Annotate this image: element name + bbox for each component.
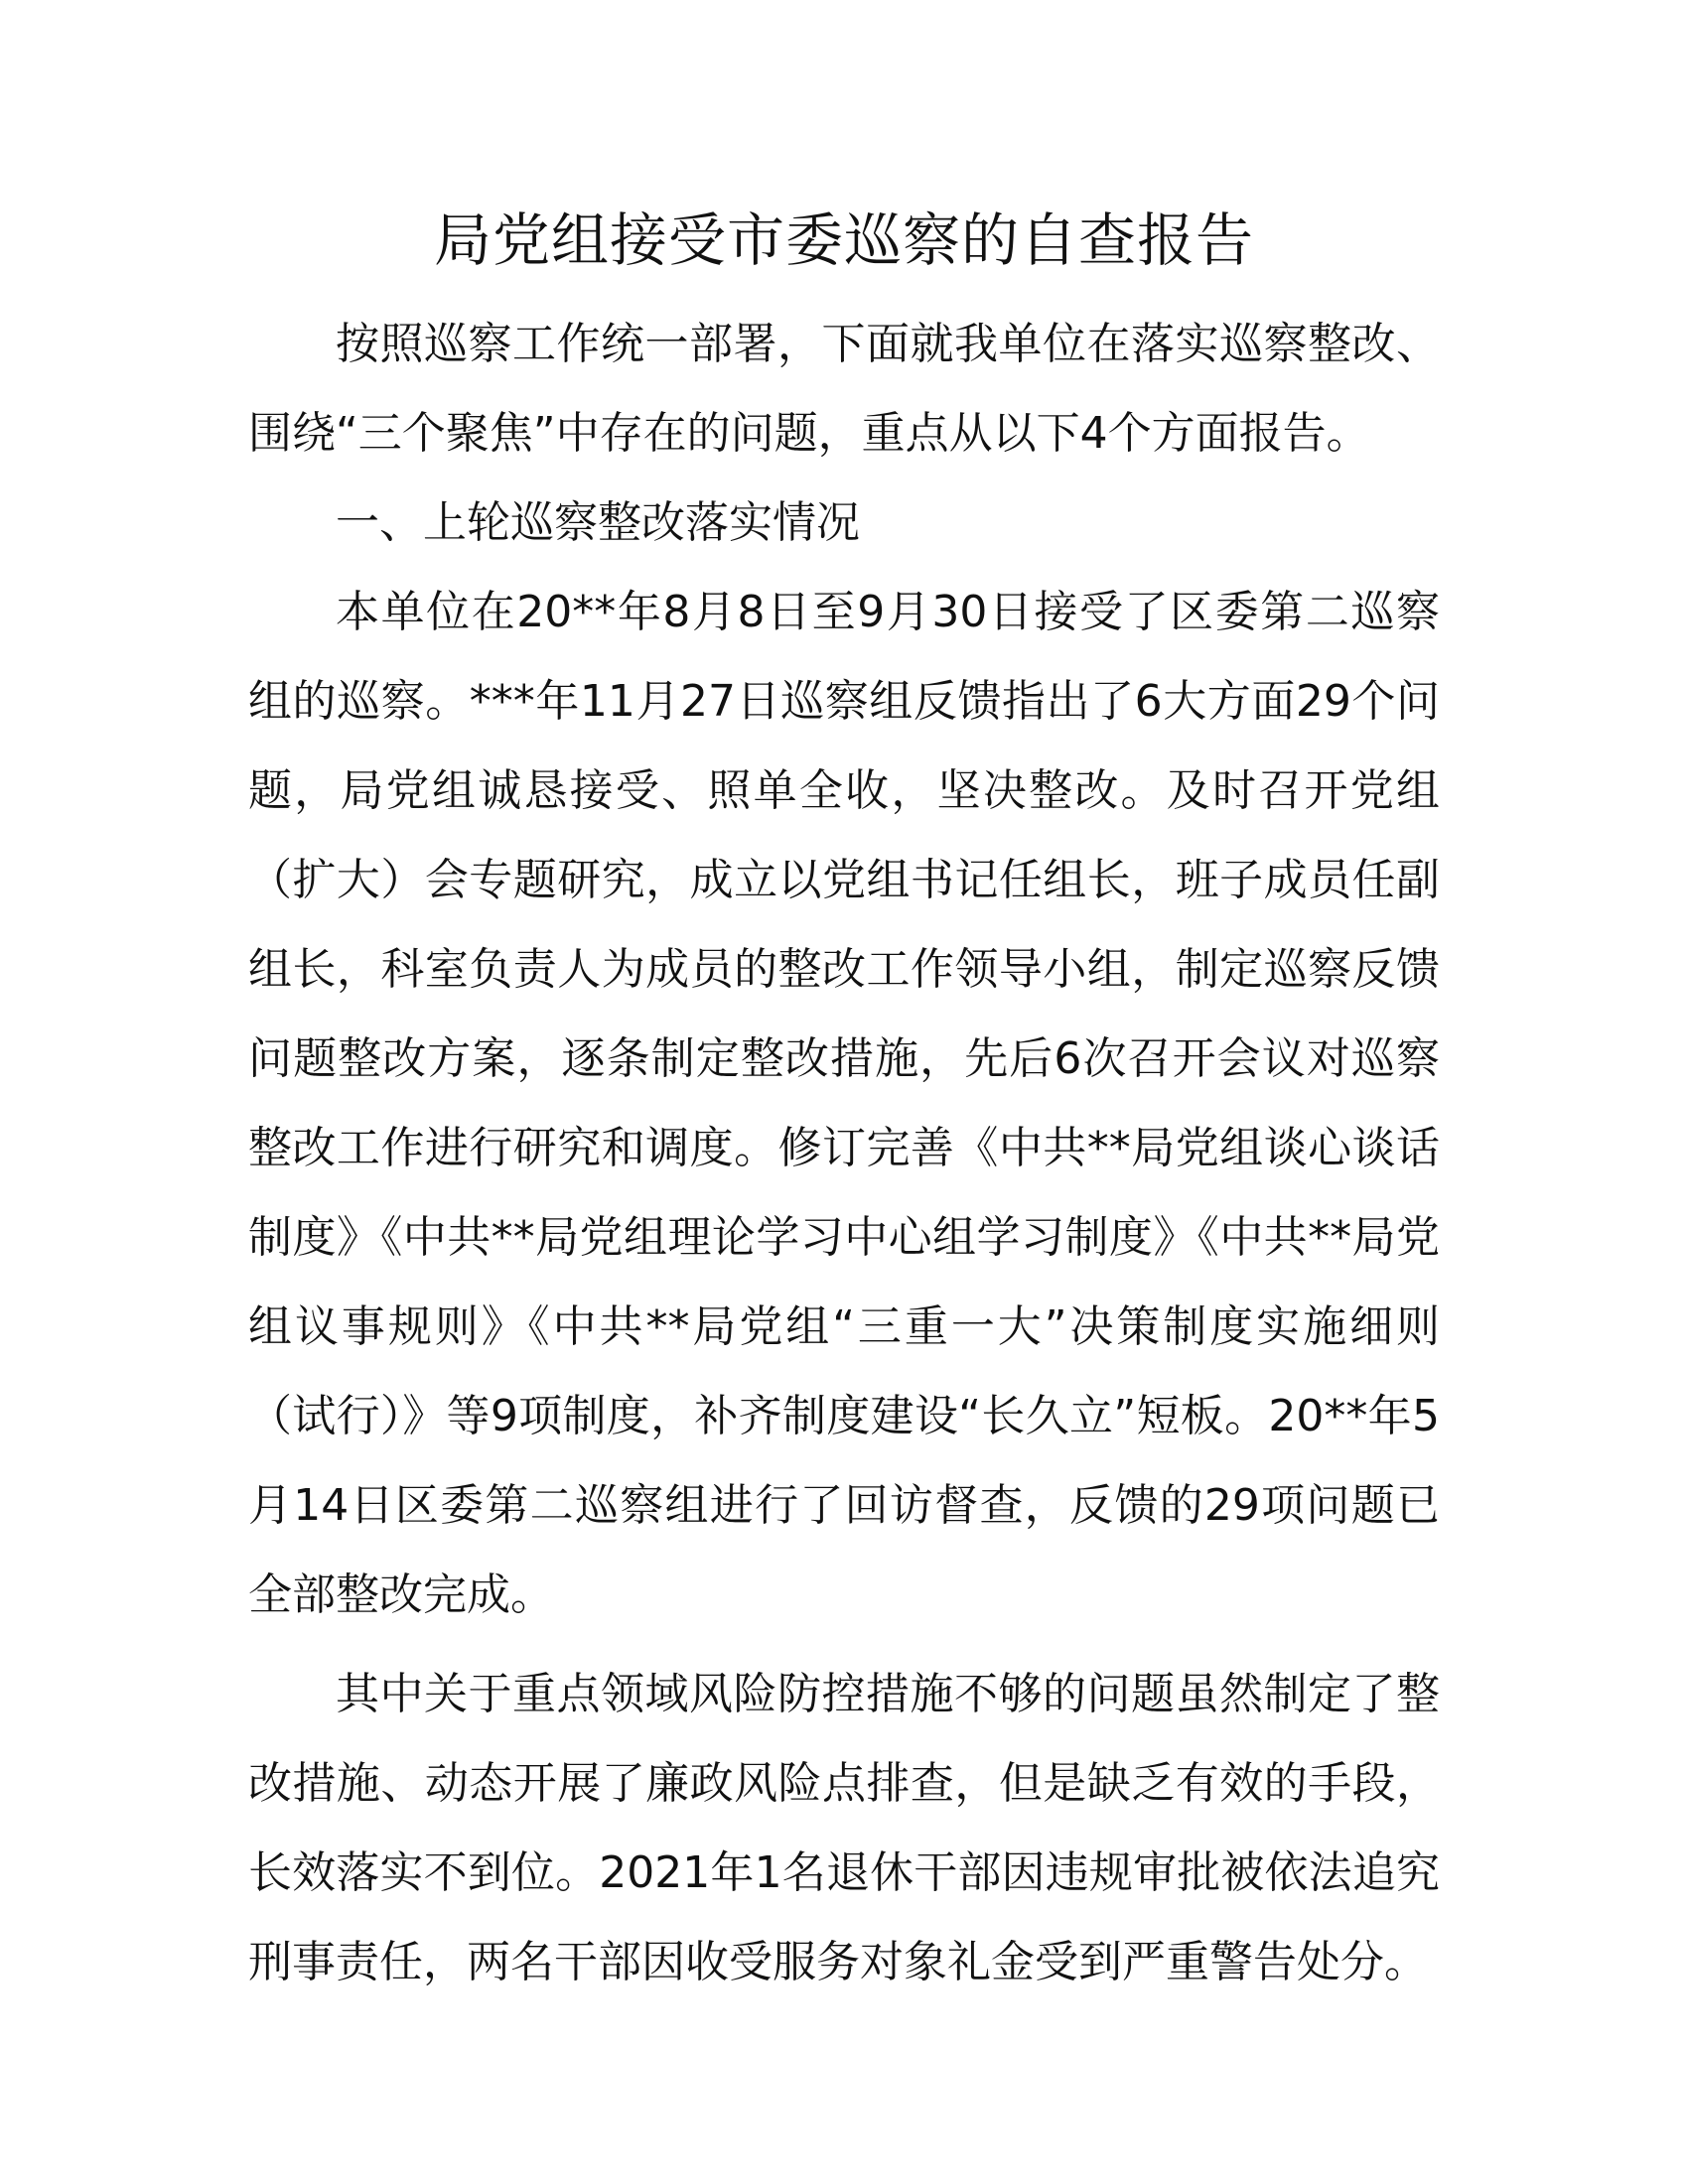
intro-paragraph: 按照巡察工作统一部署，下面就我单位在落实巡察整改、围绕“三个聚焦”中存在的问题，重点从以下4个方面报告。 — [248, 319, 1440, 459]
document-title: 局党组接受市委巡察的自查报告 — [433, 206, 1254, 274]
body-paragraph: 本单位在20**年8月8日至9月30日接受了区委第二巡察组的巡察。***年11月27日巡察组反馈指出了6大方面29个问题，局党组诚恳接受、照单全收，坚决整改。及时召开党组（扩大）会专题研究，成立以党组书记任组长，班子成员任副组长，科室负责人为成员的整改工作领导小组，制定巡察反馈问题整改方案，逐条制定整改措施，先后6次召开会议对巡察整改工作进行研究和调度。修订完善《中共**局党组谈心谈话制度》《中共**局党组理论学习中心组学习制度》《中共**局党组议事规则》《中共**局党组“三重一大”决策制度实施细则（试行）》等9项制度，补齐制度建设“长久立”短板。20**年5月14日区委第二巡察组进行了回访督查，反馈的29项问题已全部整改完成。 — [248, 587, 1440, 1620]
body-paragraph: 其中关于重点领域风险防控措施不够的问题虽然制定了整改措施、动态开展了廉政风险点排查，但是缺乏有效的手段，长效落实不到位。2021年1名退休干部因违规审批被依法追究刑事责任，两名干部因收受服务对象礼金受到严重警告处分。 — [248, 1669, 1440, 1987]
section-heading: 一、上轮巡察整改落实情况 — [336, 497, 860, 548]
document-body — [248, 300, 1440, 2007]
